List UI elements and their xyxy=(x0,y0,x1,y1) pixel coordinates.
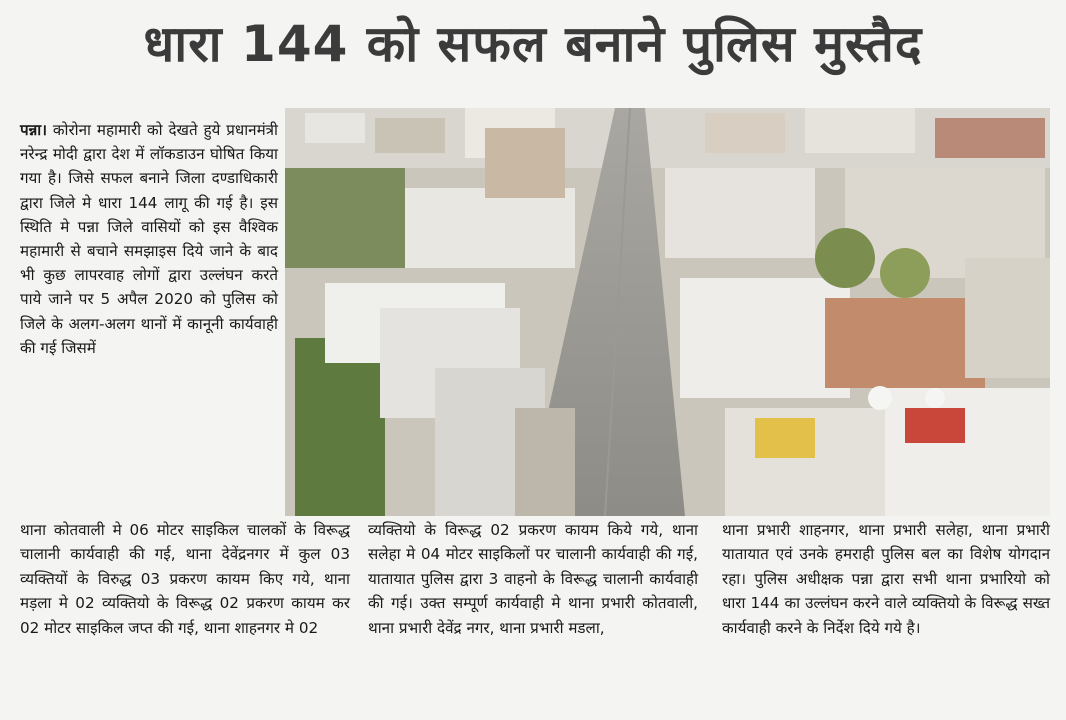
article-intro-text: कोरोना महामारी को देखते हुये प्रधानमंत्री नरेन्द्र मोदी द्वारा देश में लॉकडाउन घोषित किया गया है। जिसे सफल बनाने जिला दण्डाधिकारी द्वारा जिले मे धारा 144 लागू की गई है। इस स्थिति मे पन्ना जिले वासियों को इस वैश्विक महामारी से बचाने समझाइस दिये जाने के बाद भी कुछ लापरवाह लोगों द्वारा उल्लंघन करते पाये जाने पर 5 अपैल 2020 को पुलिस को जिले के अलग-अलग थानों में कानूनी कार्यवाही की गई जिसमें xyxy=(20,121,278,357)
article-column-1 xyxy=(20,518,350,640)
aerial-street-illustration xyxy=(285,108,1050,516)
aerial-street-photo xyxy=(285,108,1050,516)
article-intro-column xyxy=(20,118,278,360)
headline: धारा 144 को सफल बनाने पुलिस मुस्तैद xyxy=(143,15,923,73)
article-column-2-text: व्यक्तियो के विरूद्ध 02 प्रकरण कायम किये गये, थाना सलेहा मे 04 मोटर साइकिलों पर चालानी कार्यवाही की गई, यातायात पुलिस द्वारा 3 वाहनो के विरूद्ध चालानी कार्यवाही की गई। उक्त सम्पूर्ण कार्यवाही मे थाना प्रभारी कोतवाली, थाना प्रभारी देवेंद्र नगर, थाना प्रभारी मडला, xyxy=(368,521,698,637)
dateline-place: पन्ना। xyxy=(20,121,47,139)
article-column-2 xyxy=(368,518,698,640)
article-column-3-text: थाना प्रभारी शाहनगर, थाना प्रभारी सलेहा, थाना प्रभारी यातायात एवं उनके हमराही पुलिस बल का विशेष योगदान रहा। पुलिस अधीक्षक पन्ना द्वारा सभी थाना प्रभारियो को धारा 144 का उल्लंघन करने वाले व्यक्तियो के विरूद्ध सख्त कार्यवाही करने के निर्देश दिये गये है। xyxy=(722,521,1050,637)
article-column-1-text: थाना कोतवाली मे 06 मोटर साइकिल चालकों के विरूद्ध चालानी कार्यवाही की गई, थाना देवेंद्रनगर में कुल 03 व्यक्तियों के विरुद्ध 03 प्रकरण कायम किए गये, थाना मड़ला मे 02 व्यक्तियो के विरूद्ध 02 प्रकरण कायम कर 02 मोटर साइकिल जप्त की गई, थाना शाहनगर मे 02 xyxy=(20,521,350,637)
article-column-3 xyxy=(722,518,1050,640)
